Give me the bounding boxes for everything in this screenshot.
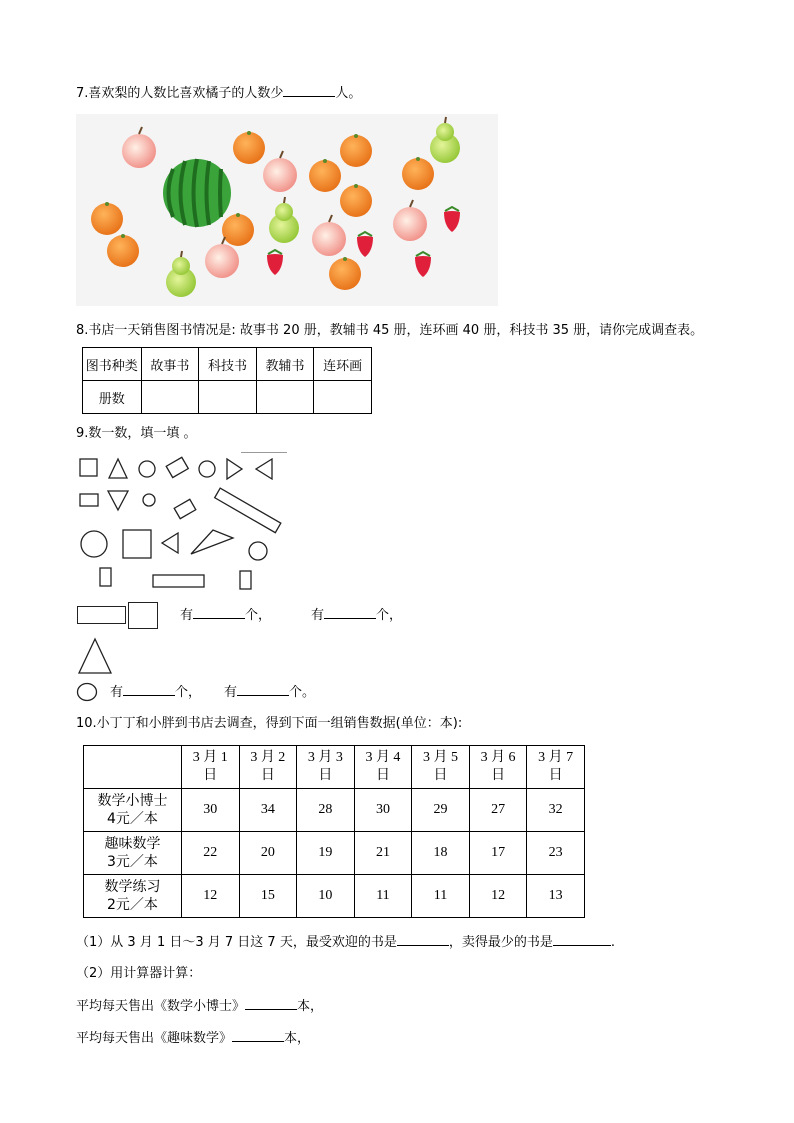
sales-cell: 15: [239, 875, 297, 918]
sales-cell: 12: [469, 875, 527, 918]
date-bottom: 日: [318, 768, 333, 783]
avg1-blank[interactable]: [245, 997, 297, 1010]
square-shape: [80, 459, 97, 476]
triangle-shape: [109, 459, 127, 478]
date-header: [239, 746, 297, 789]
date-header: [469, 746, 527, 789]
avg1-unit: 本，: [297, 999, 324, 1014]
least-sold-blank[interactable]: [553, 933, 611, 946]
rectangle-shape: [100, 568, 111, 586]
sales-cell: 21: [354, 832, 412, 875]
rectangle-shape: [80, 494, 98, 506]
q8-header-cell: 科技书: [199, 348, 257, 381]
avg2-text: 平均每天售出《趣味数学》: [76, 1031, 233, 1046]
q9-circle-line: [224, 683, 315, 702]
long-bar-shape: [215, 488, 281, 533]
q9-square-line: [311, 606, 402, 625]
avg2-blank[interactable]: [232, 1029, 284, 1042]
q10-sales-table: [83, 745, 585, 918]
sales-cell: 11: [412, 875, 470, 918]
sales-cell: 17: [469, 832, 527, 875]
q8-header-cell: 连环画: [314, 348, 372, 381]
book-label-cell: [84, 832, 182, 875]
triangle-legend-icon: [77, 637, 113, 675]
rhombus-shape: [166, 457, 188, 477]
have-label: 有: [180, 608, 194, 623]
book-label-cell: [84, 789, 182, 832]
sales-cell: 13: [527, 875, 585, 918]
q7-answer-blank[interactable]: [283, 84, 335, 97]
q8-header-cell: 故事书: [141, 348, 199, 381]
q7-text: [76, 84, 361, 103]
sales-cell: 27: [469, 789, 527, 832]
q9-rectangle-line: [180, 606, 271, 625]
rectangle-shape: [153, 575, 204, 587]
book-name: 数学小博士: [97, 793, 168, 809]
date-top: 3 月 4: [365, 750, 401, 765]
sub1-text-b: ，卖得最少的书是: [448, 935, 553, 950]
circle-count-blank[interactable]: [237, 683, 289, 696]
sub1-text-a: （1）从 3 月 1 日～3 月 7 日这 7 天，最受欢迎的书是: [76, 935, 397, 950]
square-shape: [123, 530, 151, 558]
triangle-left-shape: [256, 459, 272, 479]
triangle-shape: [191, 530, 233, 554]
date-bottom: 日: [260, 768, 275, 783]
triangle-down-shape: [108, 491, 128, 510]
sales-cell: 19: [297, 832, 355, 875]
q8-answer-cell[interactable]: [199, 381, 257, 414]
q9-title: 9.数一数，填一填 。: [76, 426, 197, 441]
q8-answer-cell[interactable]: [256, 381, 314, 414]
date-bottom: 日: [433, 768, 448, 783]
unit-label: 个，: [376, 608, 403, 623]
rectangle-count-blank[interactable]: [193, 606, 245, 619]
q8-answer-cell[interactable]: [141, 381, 199, 414]
sales-cell: 29: [412, 789, 470, 832]
date-top: 3 月 3: [307, 750, 343, 765]
date-top: 3 月 7: [538, 750, 574, 765]
date-header: [412, 746, 470, 789]
rectangle-legend-icon: [77, 606, 126, 624]
sales-cell: 30: [181, 789, 239, 832]
circle-shape: [249, 542, 267, 560]
watermelon-icon: [163, 159, 231, 227]
date-top: 3 月 5: [423, 750, 458, 765]
unit-label: 个。: [289, 685, 316, 700]
sales-cell: 23: [527, 832, 585, 875]
triangle-left-shape: [162, 533, 178, 553]
q8-answer-cell[interactable]: [314, 381, 372, 414]
book-price: 2元／本: [107, 897, 158, 913]
book-label-cell: [84, 875, 182, 918]
date-top: 3 月 1: [192, 750, 228, 765]
sales-cell: 10: [297, 875, 355, 918]
q8-survey-table: [82, 347, 372, 414]
sales-cell: 22: [181, 832, 239, 875]
circle-shape: [199, 461, 215, 477]
have-label: 有: [311, 608, 325, 623]
square-count-blank[interactable]: [324, 606, 376, 619]
sub1-text-c: .: [610, 935, 615, 950]
circle-shape: [139, 461, 155, 477]
sales-cell: 34: [239, 789, 297, 832]
most-popular-blank[interactable]: [397, 933, 449, 946]
date-header: [297, 746, 355, 789]
sales-cell: 32: [527, 789, 585, 832]
rectangle-shape: [240, 571, 251, 589]
circle-shape: [81, 531, 107, 557]
q10-sub1: [76, 933, 615, 952]
circle-legend-icon: [76, 682, 98, 702]
date-top: 3 月 6: [480, 750, 516, 765]
date-header: [181, 746, 239, 789]
q10-avg1: [76, 997, 323, 1016]
avg2-unit: 本，: [284, 1031, 311, 1046]
q7-prefix: 7.喜欢梨的人数比喜欢橘子的人数少: [76, 86, 284, 101]
date-header: [354, 746, 412, 789]
date-bottom: 日: [203, 768, 218, 783]
q9-triangle-line: [110, 683, 201, 702]
q8-row-label: 册数: [83, 381, 142, 414]
book-name: 数学练习: [104, 879, 161, 895]
date-bottom: 日: [375, 768, 390, 783]
sales-cell: 11: [354, 875, 412, 918]
unit-label: 个，: [245, 608, 272, 623]
sales-cell: 12: [181, 875, 239, 918]
unit-label: 个，: [175, 685, 202, 700]
date-top: 3 月 2: [250, 750, 286, 765]
book-price: 3元／本: [107, 854, 158, 870]
sales-cell: 30: [354, 789, 412, 832]
triangle-right-shape: [227, 459, 242, 479]
square-legend-icon: [128, 602, 158, 629]
q10-title: 10.小丁丁和小胖到书店去调查，得到下面一组销售数据(单位：本):: [76, 716, 463, 731]
sales-cell: 28: [297, 789, 355, 832]
book-name: 趣味数学: [104, 836, 161, 852]
avg1-text: 平均每天售出《数学小博士》: [76, 999, 246, 1014]
q10-sub2: （2）用计算器计算：: [76, 966, 202, 981]
book-price: 4元／本: [107, 811, 158, 827]
q8-text: 8.书店一天销售图书情况是: 故事书 20 册，教辅书 45 册，连环画 40 册，科技书 35 册，请你完成调查表。: [76, 323, 704, 338]
q10-avg2: [76, 1029, 310, 1048]
date-header: [527, 746, 585, 789]
q8-header-cell: 图书种类: [83, 348, 142, 381]
date-bottom: 日: [548, 768, 563, 783]
corner-cell: [84, 746, 182, 789]
circle-shape: [143, 494, 155, 506]
sales-cell: 18: [412, 832, 470, 875]
fruit-illustration: [76, 114, 498, 306]
q8-header-cell: 教辅书: [256, 348, 314, 381]
sales-cell: 20: [239, 832, 297, 875]
triangle-count-blank[interactable]: [123, 683, 175, 696]
q7-suffix: 人。: [335, 86, 362, 101]
have-label: 有: [110, 685, 124, 700]
date-bottom: 日: [491, 768, 506, 783]
shape-cluster: [76, 452, 296, 602]
have-label: 有: [224, 685, 238, 700]
rhombus-shape: [174, 499, 196, 518]
